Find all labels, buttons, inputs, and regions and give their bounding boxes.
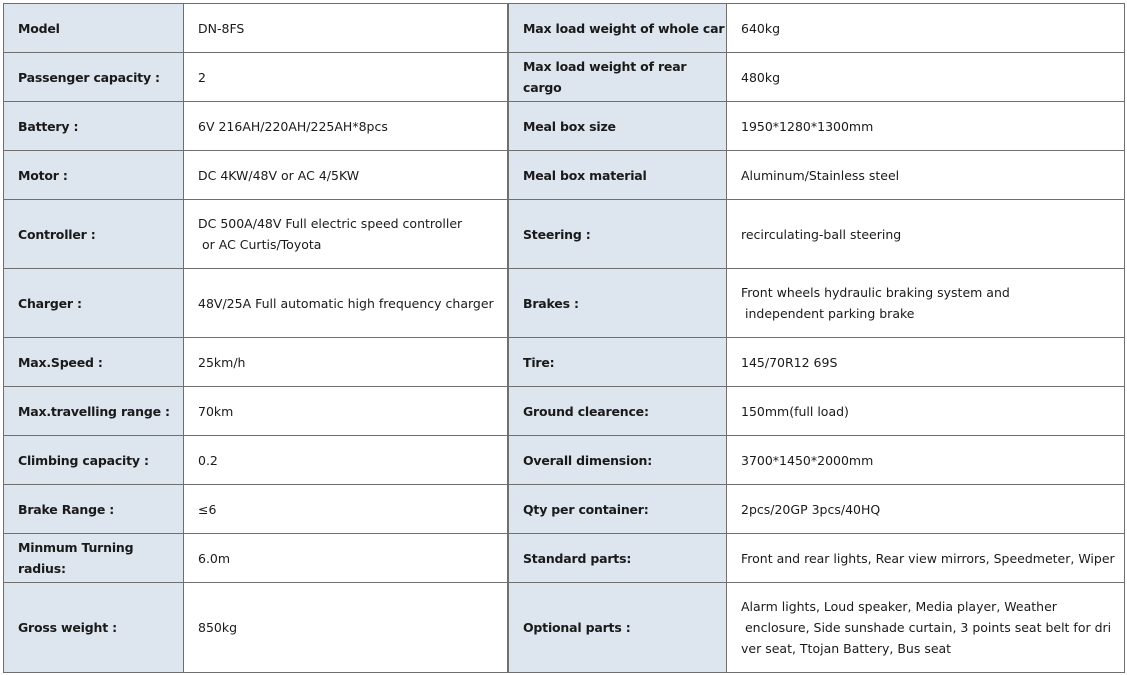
spec-table-right xyxy=(508,3,1125,673)
spec-value-max-speed: 25km/h xyxy=(184,338,508,387)
spec-value-battery: 6V 216AH/220AH/225AH*8pcs xyxy=(184,102,508,151)
spec-value-steering: recirculating-ball steering xyxy=(727,200,1125,269)
spec-value-qty-per-container: 2pcs/20GP 3pcs/40HQ xyxy=(727,485,1125,534)
spec-label-passenger-capacity: Passenger capacity : xyxy=(4,53,184,102)
spec-value-controller: DC 500A/48V Full electric speed controller or AC Curtis/Toyota xyxy=(184,200,508,269)
spec-label-max-load-whole-car: Max load weight of whole car xyxy=(509,4,727,53)
table-row xyxy=(509,200,1125,269)
spec-label-optional-parts: Optional parts : xyxy=(509,583,727,673)
spec-label-steering: Steering : xyxy=(509,200,727,269)
table-row xyxy=(509,269,1125,338)
spec-label-meal-box-size: Meal box size xyxy=(509,102,727,151)
spec-label-battery: Battery : xyxy=(4,102,184,151)
table-row xyxy=(4,387,508,436)
spec-value-optional-parts: Alarm lights, Loud speaker, Media player, Weather enclosure, Side sunshade curtain, 3 points seat belt for dri ver seat, Ttojan Battery, Bus seat xyxy=(727,583,1125,673)
spec-value-overall-dimension: 3700*1450*2000mm xyxy=(727,436,1125,485)
spec-label-controller: Controller : xyxy=(4,200,184,269)
table-row xyxy=(4,534,508,583)
table-row xyxy=(4,269,508,338)
table-row xyxy=(4,4,508,53)
spec-value-brake-range: ≤6 xyxy=(184,485,508,534)
table-row xyxy=(509,387,1125,436)
spec-value-climbing-capacity: 0.2 xyxy=(184,436,508,485)
spec-value-tire: 145/70R12 69S xyxy=(727,338,1125,387)
table-row xyxy=(4,200,508,269)
spec-label-brakes: Brakes : xyxy=(509,269,727,338)
spec-label-brake-range: Brake Range : xyxy=(4,485,184,534)
table-row xyxy=(509,102,1125,151)
spec-label-max-load-rear-cargo: Max load weight of rear cargo xyxy=(509,53,727,102)
table-row xyxy=(509,53,1125,102)
table-row xyxy=(4,583,508,673)
spec-label-qty-per-container: Qty per container: xyxy=(509,485,727,534)
spec-label-motor: Motor : xyxy=(4,151,184,200)
spec-label-max-speed: Max.Speed : xyxy=(4,338,184,387)
table-row xyxy=(4,102,508,151)
spec-value-brakes: Front wheels hydraulic braking system and independent parking brake xyxy=(727,269,1125,338)
spec-value-meal-box-size: 1950*1280*1300mm xyxy=(727,102,1125,151)
spec-value-meal-box-material: Aluminum/Stainless steel xyxy=(727,151,1125,200)
spec-label-standard-parts: Standard parts: xyxy=(509,534,727,583)
spec-value-max-travelling-range: 70km xyxy=(184,387,508,436)
spec-label-gross-weight: Gross weight : xyxy=(4,583,184,673)
spec-label-max-travelling-range: Max.travelling range : xyxy=(4,387,184,436)
table-row xyxy=(4,151,508,200)
table-row xyxy=(509,436,1125,485)
spec-label-overall-dimension: Overall dimension: xyxy=(509,436,727,485)
spec-label-climbing-capacity: Climbing capacity : xyxy=(4,436,184,485)
table-row xyxy=(509,534,1125,583)
table-row xyxy=(509,485,1125,534)
spec-label-tire: Tire: xyxy=(509,338,727,387)
spec-value-ground-clearence: 150mm(full load) xyxy=(727,387,1125,436)
table-row xyxy=(4,53,508,102)
table-row xyxy=(4,485,508,534)
spec-value-motor: DC 4KW/48V or AC 4/5KW xyxy=(184,151,508,200)
spec-label-turning-radius: Minmum Turning radius: xyxy=(4,534,184,583)
spec-value-gross-weight: 850kg xyxy=(184,583,508,673)
spec-value-standard-parts: Front and rear lights, Rear view mirrors, Speedmeter, Wiper xyxy=(727,534,1125,583)
spec-sheet xyxy=(3,3,1124,672)
table-row xyxy=(4,436,508,485)
spec-value-max-load-rear-cargo: 480kg xyxy=(727,53,1125,102)
spec-table-left xyxy=(3,3,508,673)
spec-value-turning-radius: 6.0m xyxy=(184,534,508,583)
spec-label-model: Model xyxy=(4,4,184,53)
spec-label-charger: Charger : xyxy=(4,269,184,338)
spec-label-ground-clearence: Ground clearence: xyxy=(509,387,727,436)
table-row xyxy=(4,338,508,387)
table-row xyxy=(509,4,1125,53)
spec-value-model: DN-8FS xyxy=(184,4,508,53)
table-row xyxy=(509,583,1125,673)
spec-value-max-load-whole-car: 640kg xyxy=(727,4,1125,53)
spec-value-passenger-capacity: 2 xyxy=(184,53,508,102)
table-row xyxy=(509,338,1125,387)
table-row xyxy=(509,151,1125,200)
spec-label-meal-box-material: Meal box material xyxy=(509,151,727,200)
spec-value-charger: 48V/25A Full automatic high frequency charger xyxy=(184,269,508,338)
